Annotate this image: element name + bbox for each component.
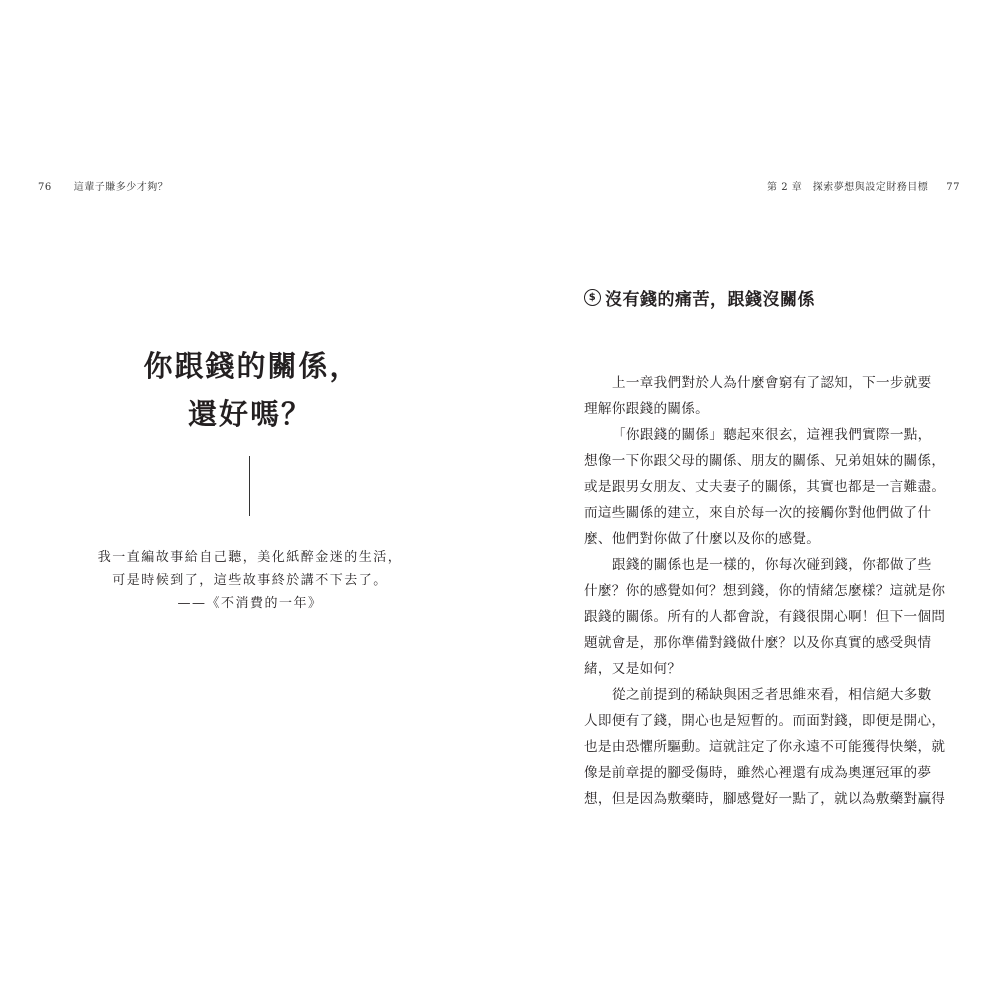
- body-line: 或是跟男女朋友、丈夫妻子的關係，其實也都是一言難盡。: [584, 479, 946, 495]
- epigraph-attribution: ——《不消費的一年》: [177, 596, 323, 611]
- body-line: 人即便有了錢，開心也是短暫的。而面對錢，即便是開心，: [584, 713, 946, 729]
- body-line: 也是由恐懼所驅動。這就註定了你永遠不可能獲得快樂，就: [584, 739, 946, 755]
- body-line: 理解你跟錢的關係。: [584, 401, 710, 417]
- dollar-circle-icon: $: [584, 289, 601, 306]
- chapter-title: [0, 342, 500, 438]
- body-line: 什麼？你的感覺如何？想到錢，你的情緒怎麼樣？這就是你: [584, 583, 946, 599]
- left-page-number: 76: [38, 182, 52, 193]
- body-line: 像是前章提的腳受傷時，雖然心裡還有成為奧運冠軍的夢: [584, 765, 932, 781]
- epigraph: [0, 546, 500, 615]
- right-running-head: [767, 178, 960, 193]
- body-line: 想像一下你跟父母的關係、朋友的關係、兄弟姐妹的關係，: [584, 453, 946, 469]
- left-running-head: [38, 178, 168, 193]
- chapter-label: 第 2 章 探索夢想與設定財務目標: [767, 182, 929, 193]
- epigraph-line: 可是時候到了，這些故事終於講不下去了。: [112, 573, 388, 588]
- right-page: [500, 0, 1000, 1000]
- epigraph-line: 我一直編故事給自己聽，美化紙醉金迷的生活，: [97, 550, 403, 565]
- body-line: 想，但是因為敷藥時，腳感覺好一點了，就以為敷藥對贏得: [584, 791, 946, 807]
- body-line: 而這些關係的建立，來自於每一次的接觸你對他們做了什: [584, 505, 932, 521]
- body-line: 題就會是，那你準備對錢做什麼？以及你真實的感受與情: [584, 635, 932, 651]
- body-line: 從之前提到的稀缺與困乏者思維來看，相信絕大多數: [612, 687, 932, 703]
- body-line: 跟錢的關係。所有的人都會說，有錢很開心啊！但下一個問: [584, 609, 946, 625]
- body-line: 緒，又是如何？: [584, 661, 682, 677]
- vertical-divider: [249, 456, 250, 516]
- chapter-title-line: 還好嗎？: [187, 397, 312, 431]
- section-title: 沒有錢的痛苦，跟錢沒關係: [605, 290, 815, 310]
- book-title: 這輩子賺多少才夠？: [73, 182, 169, 193]
- body-line: 「你跟錢的關係」聽起來很玄，這裡我們實際一點，: [612, 427, 932, 443]
- body-text: [584, 370, 946, 812]
- body-line: 上一章我們對於人為什麼會窮有了認知，下一步就要: [612, 375, 932, 391]
- right-page-number: 77: [946, 182, 960, 193]
- chapter-title-line: 你跟錢的關係，: [143, 349, 361, 383]
- body-line: 跟錢的關係也是一樣的，你每次碰到錢，你都做了些: [612, 557, 932, 573]
- section-heading: [584, 285, 815, 310]
- body-line: 麼、他們對你做了什麼以及你的感覺。: [584, 531, 821, 547]
